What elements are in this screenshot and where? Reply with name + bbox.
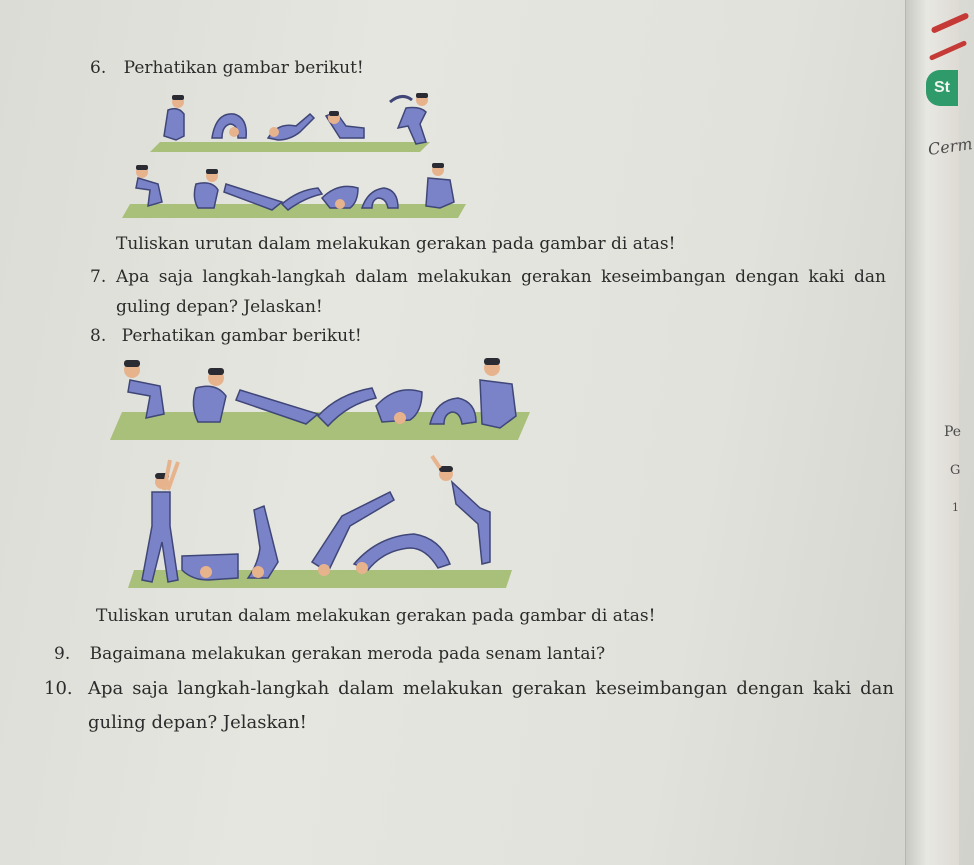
mat xyxy=(150,142,430,152)
gymnast-figure xyxy=(182,554,238,580)
figure-q6-bottom-row xyxy=(122,162,472,222)
gymnast-figure xyxy=(354,534,450,574)
question-6 xyxy=(90,58,364,79)
question-text: Bagaimana melakukan gerakan meroda pada senam lantai? xyxy=(89,644,606,664)
question-number: 10. xyxy=(44,678,73,699)
question-8-instruction: Tuliskan urutan dalam melakukan gerakan pada gambar di atas! xyxy=(96,606,656,626)
question-text: Perhatikan gambar berikut! xyxy=(123,58,364,78)
gymnast-figure xyxy=(390,93,428,144)
gymnast-figure xyxy=(124,360,164,418)
gymnast-figure xyxy=(268,114,314,140)
question-8 xyxy=(90,326,362,347)
side-page-badge: St xyxy=(926,70,958,106)
question-number: 9. xyxy=(54,644,71,664)
question-text: Apa saja langkah-langkah dalam melakukan gerakan keseimbangan dengan kaki dan guling depan? Jelaskan! xyxy=(88,678,894,733)
side-page-letter-3: 1 xyxy=(952,501,959,514)
gymnast-figure xyxy=(312,492,394,576)
gymnast-figure xyxy=(326,111,364,138)
gymnast-figure xyxy=(136,165,162,206)
gymnast-figure xyxy=(426,163,454,208)
question-text: Perhatikan gambar berikut! xyxy=(121,326,362,346)
gymnast-figure xyxy=(480,358,516,428)
question-7 xyxy=(90,262,890,322)
gymnast-figure xyxy=(193,368,226,422)
side-page-letter-2: G xyxy=(950,463,961,478)
side-page-letter-1: Pe xyxy=(944,424,962,440)
question-number: 7. xyxy=(90,267,107,287)
question-number: 6. xyxy=(90,58,107,78)
gymnast-figure xyxy=(248,506,278,578)
question-9 xyxy=(54,644,605,665)
question-text: Apa saja langkah-langkah dalam melakukan gerakan keseimbangan dengan kaki dan guling depan? Jelaskan! xyxy=(116,267,886,317)
gymnast-figure xyxy=(194,169,218,208)
figure-q8-cartwheel xyxy=(128,452,520,592)
figure-q8-forward-roll xyxy=(110,356,532,442)
question-6-instruction: Tuliskan urutan dalam melakukan gerakan pada gambar di atas! xyxy=(116,234,676,254)
gymnast-figure xyxy=(164,95,184,140)
gymnast-figure xyxy=(142,460,178,582)
gymnast-figure xyxy=(212,114,246,138)
question-number: 8. xyxy=(90,326,107,346)
gymnast-figure xyxy=(322,186,358,209)
figure-q6-top-row xyxy=(150,92,440,154)
side-page-word: Cerm xyxy=(926,133,974,159)
question-10 xyxy=(44,672,894,740)
